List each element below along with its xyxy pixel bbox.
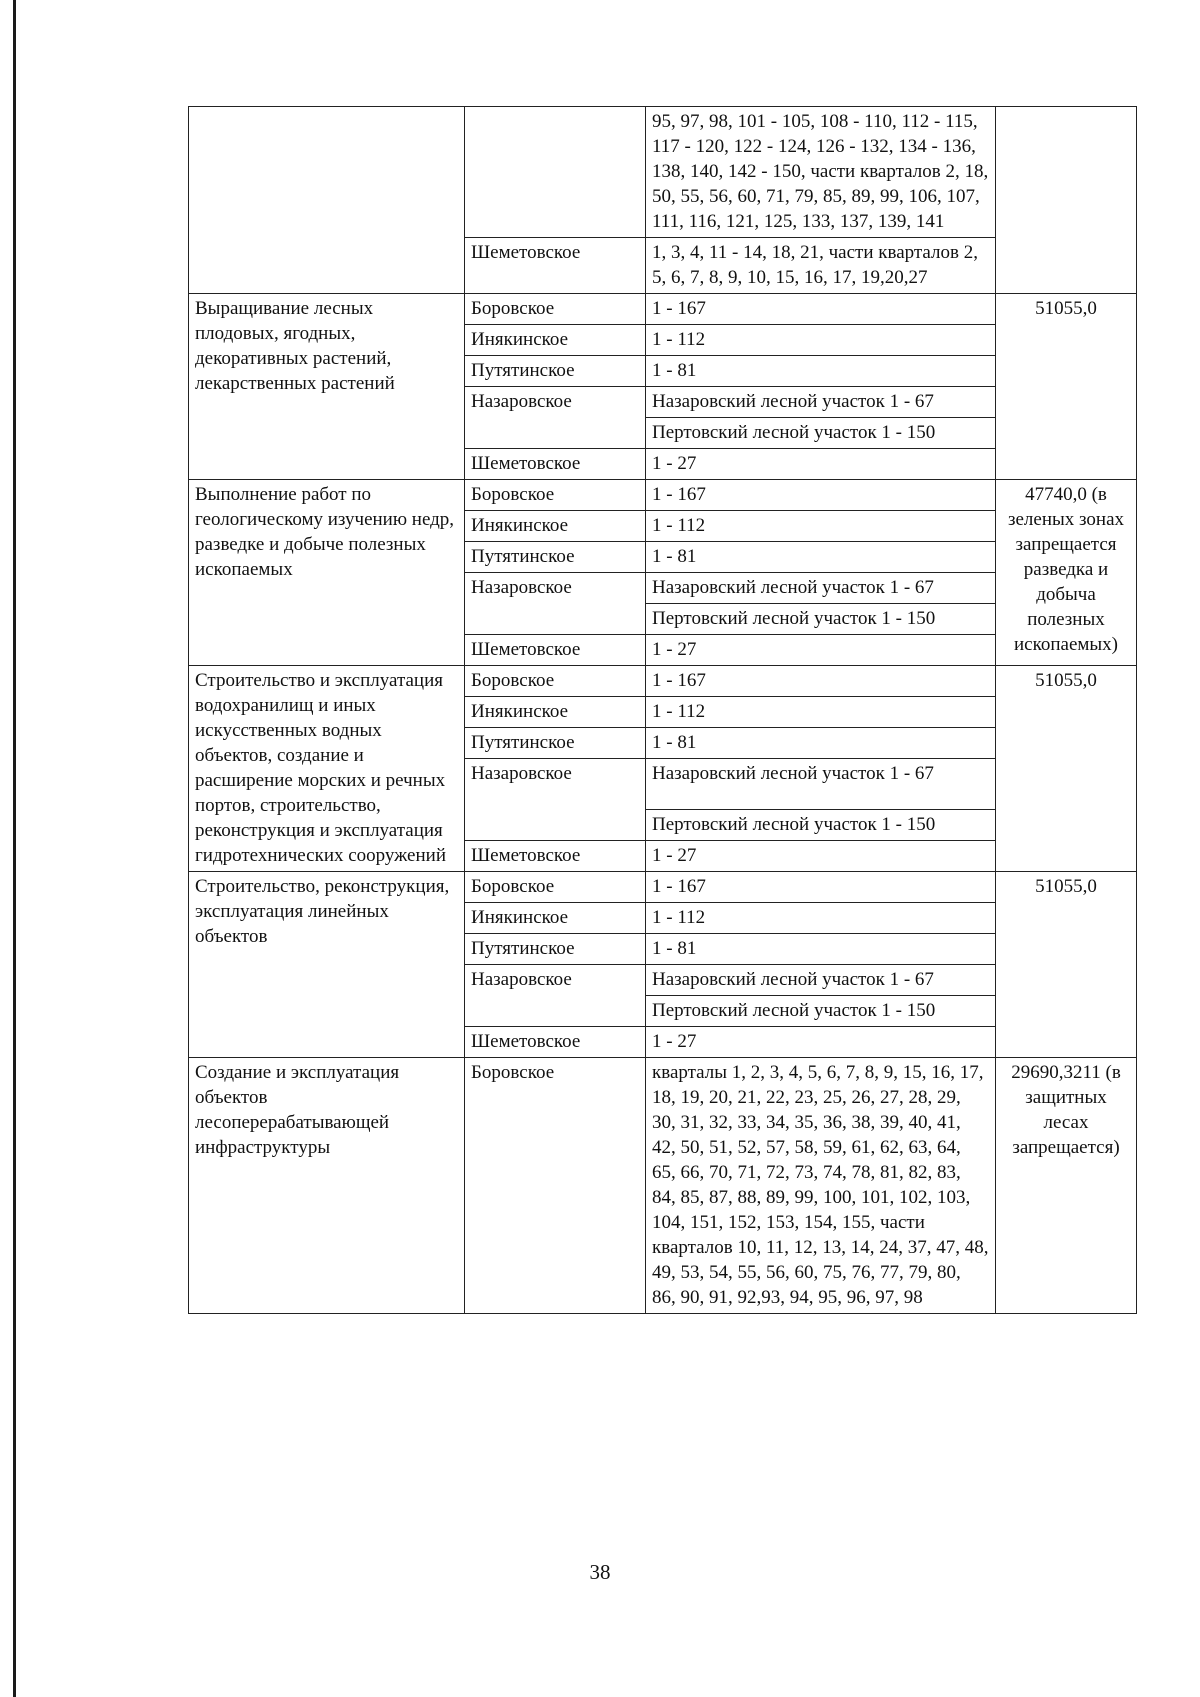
quarters-cell: 1 - 112 (646, 511, 996, 542)
forestry-cell: Боровское (465, 480, 646, 511)
quarters-cell: Назаровский лесной участок 1 - 67 (646, 573, 996, 604)
forestry-cell: Боровское (465, 666, 646, 697)
quarters-cell: Пертовский лесной участок 1 - 150 (646, 604, 996, 635)
forestry-cell: Шеметовское (465, 635, 646, 666)
forestry-cell: Назаровское (465, 387, 646, 449)
forestry-cell: Шеметовское (465, 449, 646, 480)
page-number: 38 (589, 1560, 611, 1584)
quarters-cell: 1 - 27 (646, 1027, 996, 1058)
volume-cell: 51055,0 (996, 294, 1137, 480)
quarters-cell: 1 - 27 (646, 449, 996, 480)
forestry-cell: Назаровское (465, 759, 646, 841)
forestry-cell: Инякинское (465, 325, 646, 356)
quarters-cell: Пертовский лесной участок 1 - 150 (646, 996, 996, 1027)
quarters-cell: 1 - 27 (646, 635, 996, 666)
table-row (189, 872, 1137, 903)
forestry-cell: Путятинское (465, 542, 646, 573)
forest-use-table (188, 106, 1137, 1314)
quarters-cell: Пертовский лесной участок 1 - 150 (646, 418, 996, 449)
volume-cell: 51055,0 (996, 872, 1137, 1058)
quarters-cell: 1 - 112 (646, 325, 996, 356)
forestry-cell: Назаровское (465, 573, 646, 635)
quarters-cell: 95, 97, 98, 101 - 105, 108 - 110, 112 - 115, 117 - 120, 122 - 124, 126 - 132, 134 - 136, 138, 140, 142 - 150, части кварталов 2, 18, 50, 55, 56, 60, 71, 79, 85, 89, 99, 106, 107, 111, 116, 121, 125, 133, 137, 139, 141 (646, 107, 996, 238)
quarters-cell: 1 - 81 (646, 728, 996, 759)
forestry-cell: Боровское (465, 294, 646, 325)
forestry-cell: Инякинское (465, 697, 646, 728)
activity-cell: Создание и эксплуатация объектов лесоперерабатывающей инфраструктуры (189, 1058, 465, 1314)
forestry-cell: Путятинское (465, 728, 646, 759)
forestry-cell: Боровское (465, 872, 646, 903)
quarters-cell: 1 - 112 (646, 903, 996, 934)
activity-cell: Строительство, реконструкция, эксплуатация линейных объектов (189, 872, 465, 1058)
forestry-cell: Путятинское (465, 356, 646, 387)
quarters-cell: 1, 3, 4, 11 - 14, 18, 21, части кварталов 2, 5, 6, 7, 8, 9, 10, 15, 16, 17, 19,20,27 (646, 238, 996, 294)
quarters-cell: 1 - 112 (646, 697, 996, 728)
activity-cell: Строительство и эксплуатация водохранилищ и иных искусственных водных объектов, создание и расширение морских и речных портов, строительство, реконструкция и эксплуатация гидротехнических сооружений (189, 666, 465, 872)
forestry-cell: Боровское (465, 1058, 646, 1314)
forestry-cell: Шеметовское (465, 1027, 646, 1058)
quarters-cell: 1 - 167 (646, 666, 996, 697)
table-row (189, 480, 1137, 511)
table-row (189, 294, 1137, 325)
forestry-cell: Инякинское (465, 903, 646, 934)
quarters-cell: Назаровский лесной участок 1 - 67 (646, 965, 996, 996)
table-row (189, 107, 1137, 238)
quarters-cell: 1 - 81 (646, 542, 996, 573)
volume-cell: 47740,0 (в зеленых зонах запрещается разведка и добыча полезных ископаемых) (996, 480, 1137, 666)
quarters-cell: 1 - 167 (646, 872, 996, 903)
quarters-cell: 1 - 81 (646, 356, 996, 387)
forestry-cell: Инякинское (465, 511, 646, 542)
volume-cell: 29690,3211 (в защитных лесах запрещается) (996, 1058, 1137, 1314)
quarters-cell: кварталы 1, 2, 3, 4, 5, 6, 7, 8, 9, 15, 16, 17, 18, 19, 20, 21, 22, 23, 25, 26, 27, 28, 29, 30, 31, 32, 33, 34, 35, 36, 38, 39, 40, 41, 42, 50, 51, 52, 57, 58, 59, 61, 62, 63, 64, 65, 66, 70, 71, 72, 73, 74, 78, 81, 82, 83, 84, 85, 87, 88, 89, 99, 100, 101, 102, 103, 104, 151, 152, 153, 154, 155, части кварталов 10, 11, 12, 13, 14, 24, 37, 47, 48, 49, 53, 54, 55, 56, 60, 75, 76, 77, 79, 80, 86, 90, 91, 92,93, 94, 95, 96, 97, 98 (646, 1058, 996, 1314)
quarters-cell: 1 - 27 (646, 841, 996, 872)
forestry-cell: Шеметовское (465, 841, 646, 872)
quarters-cell: 1 - 167 (646, 480, 996, 511)
quarters-cell: 1 - 81 (646, 934, 996, 965)
volume-cell: 51055,0 (996, 666, 1137, 872)
quarters-cell: Назаровский лесной участок 1 - 67 (646, 387, 996, 418)
activity-cell (189, 107, 465, 294)
quarters-cell: Назаровский лесной участок 1 - 67 (646, 759, 996, 810)
forestry-cell (465, 107, 646, 238)
forestry-cell: Путятинское (465, 934, 646, 965)
activity-cell: Выполнение работ по геологическому изучению недр, разведке и добыче полезных ископаемых (189, 480, 465, 666)
quarters-cell: Пертовский лесной участок 1 - 150 (646, 810, 996, 841)
volume-cell (996, 107, 1137, 294)
scan-left-edge (13, 0, 16, 1697)
forestry-cell: Шеметовское (465, 238, 646, 294)
forestry-cell: Назаровское (465, 965, 646, 1027)
table-row (189, 666, 1137, 697)
table-row (189, 1058, 1137, 1314)
activity-cell: Выращивание лесных плодовых, ягодных, декоративных растений, лекарственных растений (189, 294, 465, 480)
quarters-cell: 1 - 167 (646, 294, 996, 325)
